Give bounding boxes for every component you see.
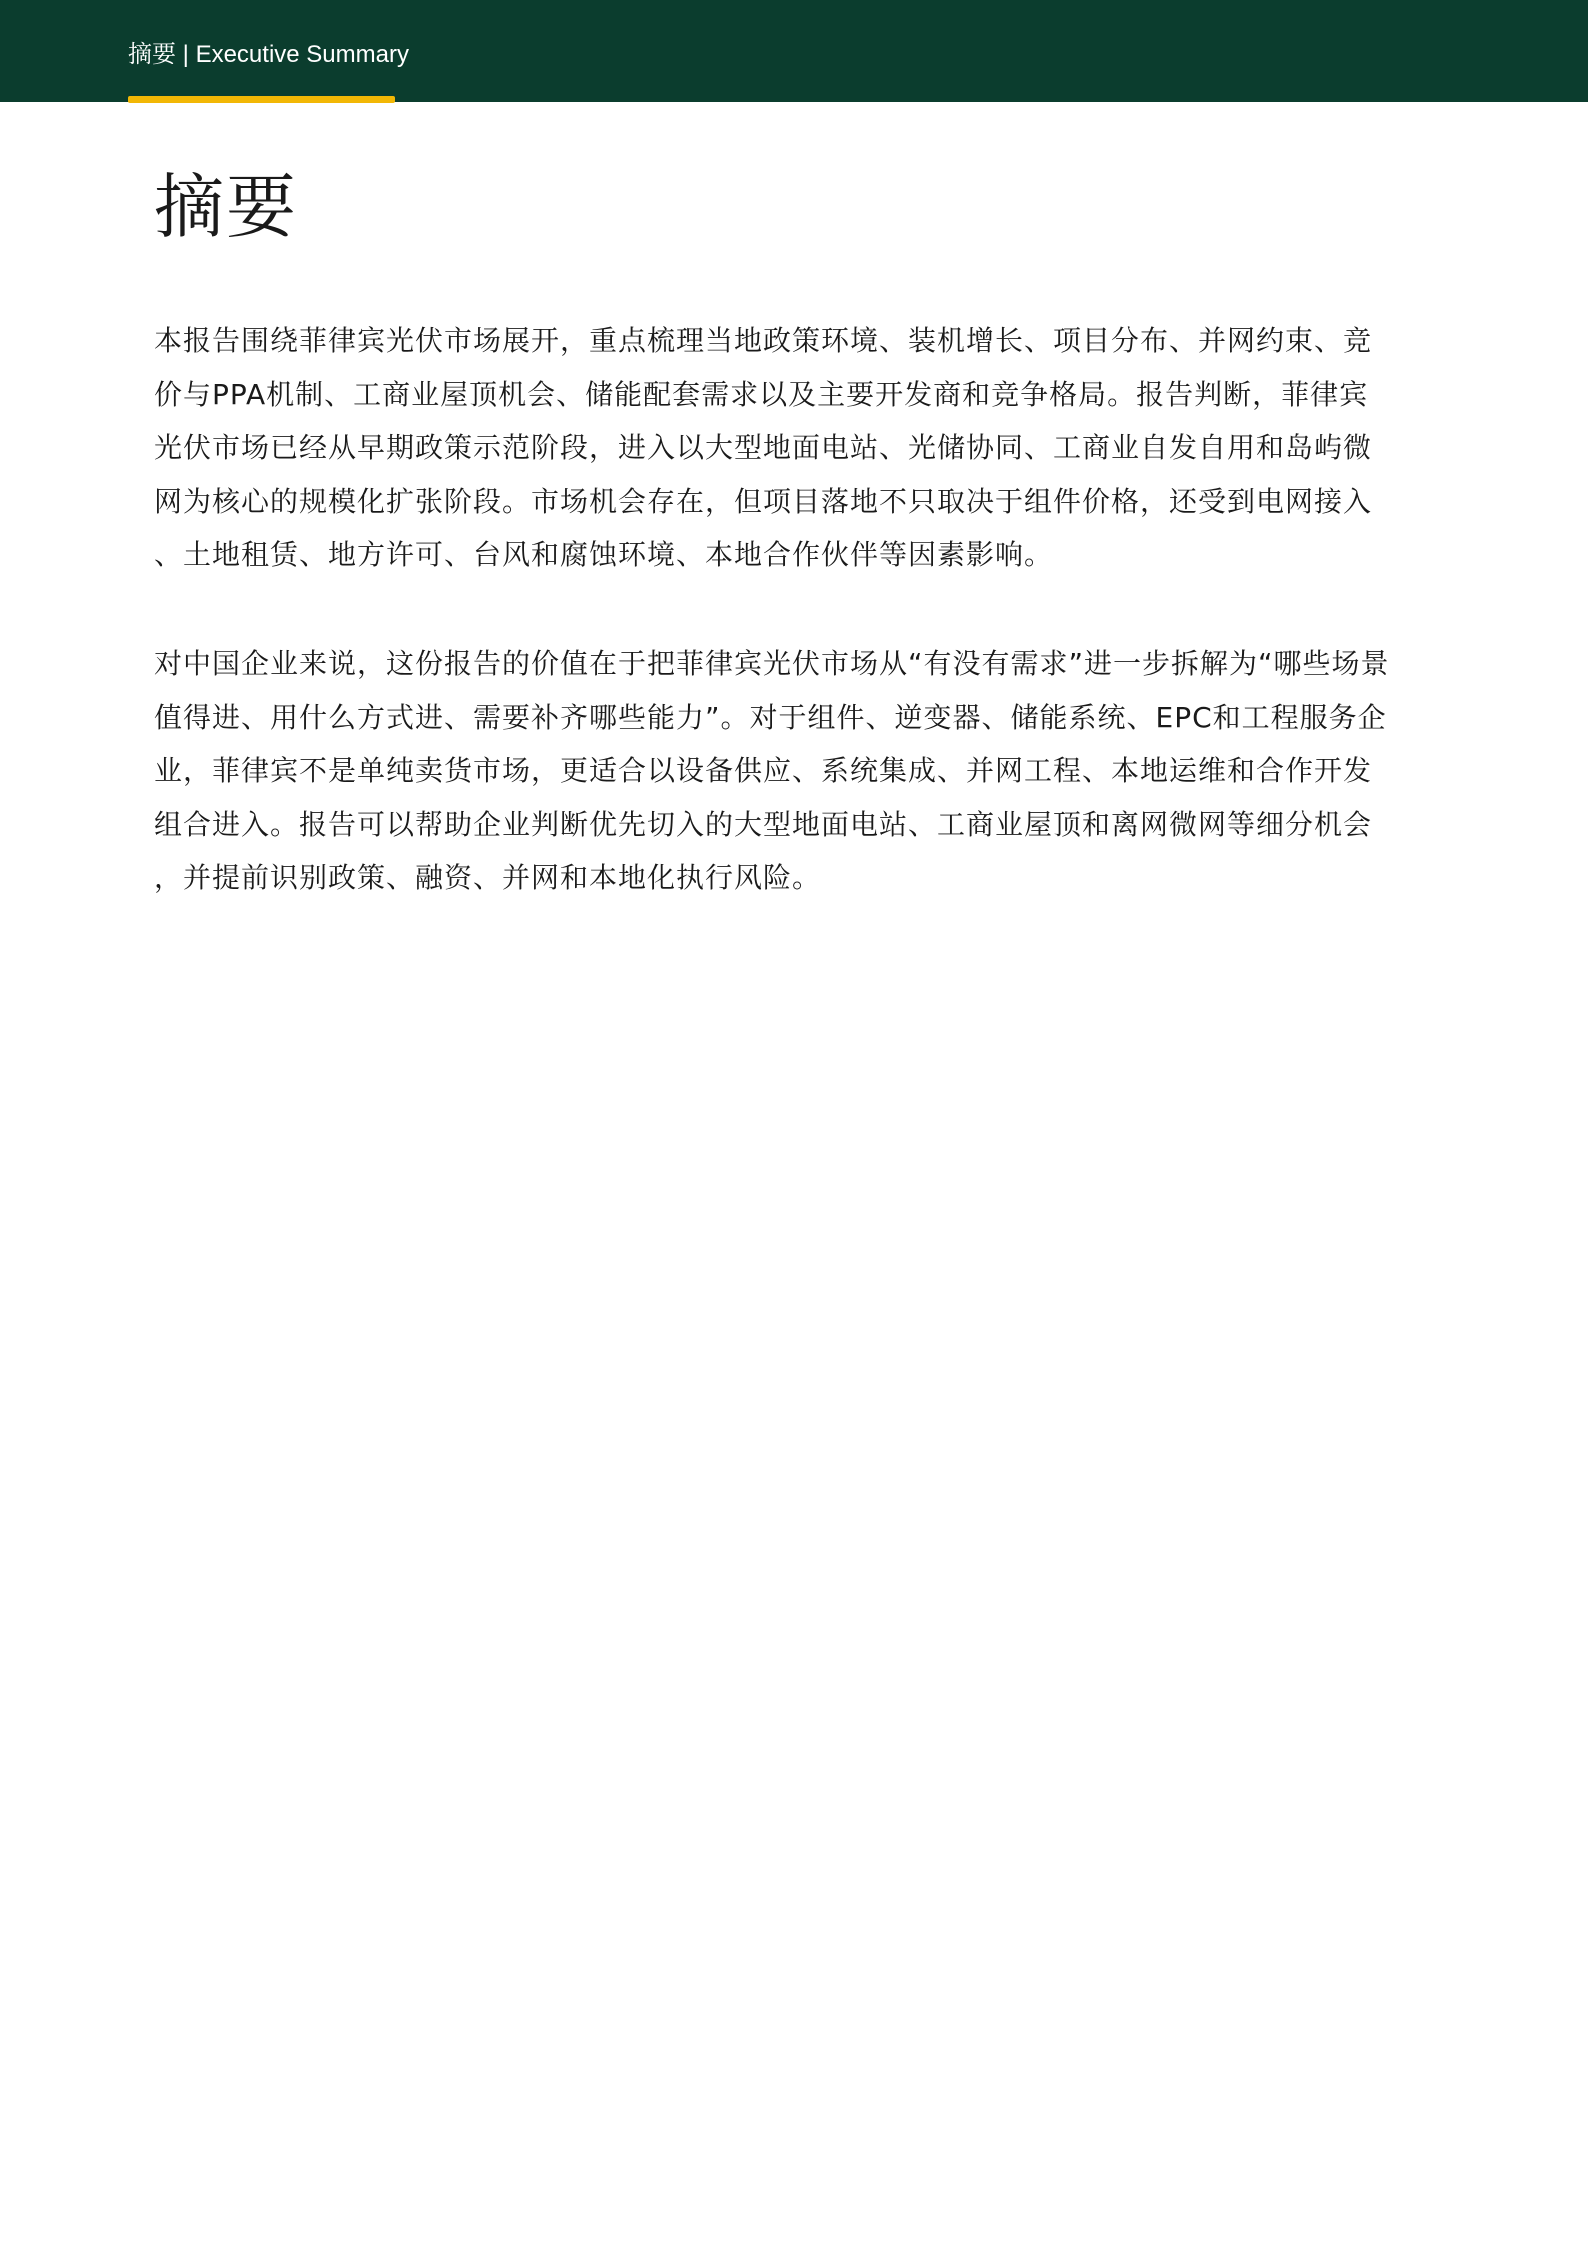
paragraph-line: 组合进入。报告可以帮助企业判断优先切入的大型地面电站、工商业屋顶和离网微网等细分机会 (154, 807, 1373, 841)
paragraph-line: 值得进、用什么方式进、需要补齐哪些能力”。对于组件、逆变器、储能系统、EPC和工程服务企 (154, 700, 1387, 734)
header-bar (0, 0, 1588, 102)
paragraph-line: 、土地租赁、地方许可、台风和腐蚀环境、本地合作伙伴等因素影响。 (154, 538, 1054, 571)
paragraph-line: ，并提前识别政策、融资、并网和本地化执行风险。 (154, 861, 822, 894)
section-label: 摘要 | Executive Summary (128, 41, 409, 68)
section-accent-underline (128, 96, 395, 103)
paragraph-line: 本报告围绕菲律宾光伏市场展开，重点梳理当地政策环境、装机增长、项目分布、并网约束、竞 (154, 324, 1373, 357)
paragraph-line: 光伏市场已经从早期政策示范阶段，进入以大型地面电站、光储协同、工商业自发自用和岛屿微 (154, 431, 1373, 464)
paragraph-text (154, 637, 1434, 905)
summary-paragraph-2 (154, 637, 1434, 905)
page-title: 摘要 (154, 166, 298, 248)
paragraph-line: 网为核心的规模化扩张阶段。市场机会存在，但项目落地不只取决于组件价格，还受到电网接入 (154, 484, 1373, 518)
paragraph-line: 业，菲律宾不是单纯卖货市场，更适合以设备供应、系统集成、并网工程、本地运维和合作开发 (154, 754, 1373, 787)
paragraph-line: 价与PPA机制、工商业屋顶机会、储能配套需求以及主要开发商和竞争格局。报告判断，菲律宾 (154, 377, 1369, 411)
paragraph-text (154, 314, 1434, 582)
paragraph-line: 对中国企业来说，这份报告的价值在于把菲律宾光伏市场从“有没有需求”进一步拆解为“哪些场景 (154, 647, 1390, 680)
summary-paragraph-1 (154, 314, 1434, 582)
